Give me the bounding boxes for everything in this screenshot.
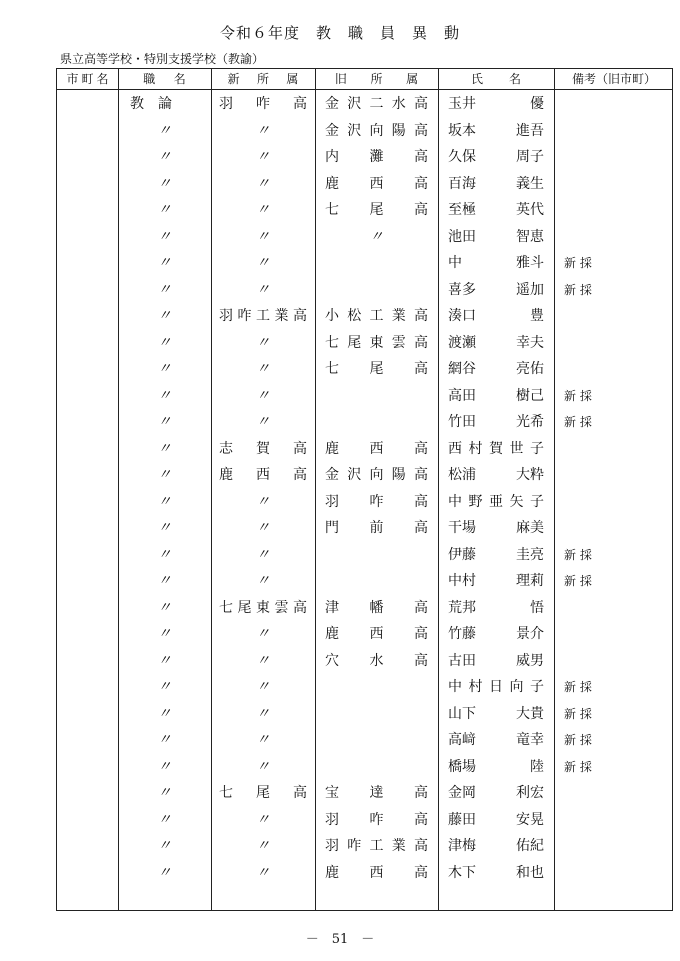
new-school-cell: 〃: [256, 361, 270, 377]
old-school-cell: 小 松 工 業 高: [325, 308, 428, 324]
new-school-cell: 〃: [256, 811, 270, 828]
name-cell: 中 村 日 向 子: [448, 679, 544, 695]
table-row: [57, 277, 672, 304]
old-school-cell: 金 沢 向 陽 高: [325, 467, 428, 483]
table-row: [57, 621, 672, 648]
name-cell: 湊口 豊: [448, 308, 544, 324]
old-school-cell: 門 前 高: [325, 520, 428, 536]
position-cell: 〃: [157, 255, 172, 271]
position-cell: 〃: [157, 864, 172, 881]
new-school-cell: 〃: [256, 705, 270, 722]
name-cell: 網谷 亮佑: [448, 361, 544, 377]
personnel-table: [56, 68, 673, 911]
table-row: [57, 542, 672, 569]
position-cell: 〃: [157, 705, 172, 722]
table-row: [57, 436, 672, 463]
table-row: [57, 674, 672, 701]
new-school-cell: 羽 咋 工 業 高: [219, 308, 307, 324]
new-school-cell: 〃: [256, 838, 270, 854]
new-school-cell: 〃: [256, 255, 270, 271]
note-cell: 新 採: [564, 388, 592, 403]
header-old-school: 旧 所 属: [334, 72, 419, 86]
name-cell: 池田 智恵: [448, 228, 544, 245]
header-new-school: 新 所 属: [227, 72, 299, 86]
position-cell: 〃: [157, 414, 172, 430]
table-row: [57, 860, 672, 887]
new-school-cell: 〃: [256, 202, 270, 218]
name-cell: 玉井 優: [448, 96, 544, 112]
note-cell: 新 採: [564, 706, 592, 721]
new-school-cell: 〃: [256, 758, 270, 775]
table-row: [57, 171, 672, 198]
table-row: [57, 330, 672, 357]
name-cell: 喜多 遥加: [448, 281, 544, 298]
old-school-cell: 羽 咋 工 業 高: [325, 838, 428, 854]
old-school-cell: 金 沢 向 陽 高: [325, 122, 428, 139]
note-cell: [554, 595, 674, 622]
table-row: [57, 356, 672, 383]
header-position: 職 名: [143, 72, 186, 86]
position-cell: 〃: [157, 202, 172, 218]
position-cell: 〃: [157, 626, 172, 642]
name-cell: 藤田 安晃: [448, 811, 544, 828]
old-school-cell: 〃: [369, 228, 384, 245]
name-cell: 中村 理莉: [448, 573, 544, 589]
note-cell: [554, 91, 674, 118]
old-school-cell: 羽 咋 高: [325, 493, 428, 510]
note-cell: [554, 780, 674, 807]
name-cell: 中 野 亜 矢 子: [448, 493, 544, 510]
new-school-cell: 〃: [256, 228, 270, 245]
old-school-cell: [315, 383, 438, 410]
note-cell: 新 採: [564, 256, 592, 270]
document-title: 令和６年度 教 職 員 異 動: [219, 24, 460, 42]
note-cell: 新 採: [564, 733, 592, 747]
note-cell: [554, 144, 674, 171]
table-row: [57, 118, 672, 145]
old-school-cell: [315, 754, 438, 781]
table-body: [57, 91, 672, 886]
document-subtitle: 県立高等学校・特別支援学校（教諭）: [60, 52, 265, 66]
name-cell: 古田 威男: [448, 652, 544, 669]
table-row: [57, 409, 672, 436]
note-cell: [554, 197, 674, 224]
old-school-cell: 宝 達 高: [325, 785, 428, 801]
old-school-cell: [315, 568, 438, 595]
note-cell: [554, 489, 674, 516]
page-number: － 51 －: [305, 932, 375, 947]
note-cell: [554, 860, 674, 887]
new-school-cell: 〃: [256, 334, 270, 351]
new-school-cell: 志 賀 高: [219, 440, 307, 457]
new-school-cell: 〃: [256, 679, 270, 695]
old-school-cell: 金 沢 二 水 高: [325, 96, 428, 112]
table-row: [57, 515, 672, 542]
new-school-cell: 鹿 西 高: [219, 467, 307, 483]
name-cell: 伊藤 圭亮: [448, 546, 544, 563]
old-school-cell: [315, 674, 438, 701]
name-cell: 松浦 大粋: [448, 467, 544, 483]
table-row: [57, 727, 672, 754]
table-row: [57, 250, 672, 277]
name-cell: 渡瀬 幸夫: [448, 334, 544, 351]
new-school-cell: 〃: [256, 414, 270, 430]
old-school-cell: 鹿 西 高: [325, 626, 428, 642]
name-cell: 至極 英代: [448, 202, 544, 218]
position-cell: 〃: [157, 361, 172, 377]
old-school-cell: 鹿 西 高: [325, 864, 428, 881]
table-row: [57, 383, 672, 410]
new-school-cell: 〃: [256, 520, 270, 536]
new-school-cell: 〃: [256, 626, 270, 642]
note-cell: 新 採: [564, 282, 592, 297]
note-cell: 新 採: [564, 680, 592, 694]
new-school-cell: 七 尾 高: [219, 785, 307, 801]
old-school-cell: [315, 727, 438, 754]
position-cell: 〃: [157, 440, 172, 457]
position-cell: 〃: [157, 785, 172, 801]
old-school-cell: [315, 701, 438, 728]
name-cell: 中 雅斗: [448, 255, 544, 271]
old-school-cell: [315, 409, 438, 436]
name-cell: 干場 麻美: [448, 520, 544, 536]
note-cell: [554, 171, 674, 198]
note-cell: 新 採: [564, 574, 592, 588]
table-row: [57, 595, 672, 622]
name-cell: 高﨑 竜幸: [448, 732, 544, 748]
table-row: [57, 807, 672, 834]
note-cell: [554, 462, 674, 489]
new-school-cell: 〃: [256, 281, 270, 298]
old-school-cell: 内 灘 高: [325, 149, 428, 165]
position-cell: 〃: [157, 758, 172, 775]
note-cell: [554, 621, 674, 648]
old-school-cell: 羽 咋 高: [325, 811, 428, 828]
new-school-cell: 〃: [256, 732, 270, 748]
name-cell: 西 村 賀 世 子: [448, 440, 544, 457]
name-cell: 木下 和也: [448, 864, 544, 881]
position-cell: 〃: [157, 732, 172, 748]
old-school-cell: 七 尾 高: [325, 361, 428, 377]
old-school-cell: 七 尾 東 雲 高: [325, 334, 428, 351]
position-cell: 〃: [157, 308, 172, 324]
position-cell: 〃: [157, 334, 172, 351]
position-cell: 〃: [157, 149, 172, 165]
header-note: 備考（旧市町）: [571, 72, 656, 86]
table-row: [57, 833, 672, 860]
note-cell: [554, 436, 674, 463]
new-school-cell: 〃: [256, 387, 270, 404]
table-row: [57, 303, 672, 330]
table-row: [57, 197, 672, 224]
name-cell: 竹藤 景介: [448, 626, 544, 642]
position-cell: 〃: [157, 467, 172, 483]
new-school-cell: 〃: [256, 149, 270, 165]
position-cell: 〃: [157, 175, 172, 192]
new-school-cell: 〃: [256, 122, 270, 139]
name-cell: 久保 周子: [448, 149, 544, 165]
position-cell: 〃: [157, 652, 172, 669]
new-school-cell: 〃: [256, 573, 270, 589]
note-cell: [554, 833, 674, 860]
note-cell: 新 採: [564, 759, 592, 774]
name-cell: 百海 義生: [448, 175, 544, 192]
note-cell: [554, 807, 674, 834]
header-city: 市 町 名: [66, 72, 109, 86]
new-school-cell: 七 尾 東 雲 高: [219, 599, 307, 616]
note-cell: [554, 303, 674, 330]
table-row: [57, 754, 672, 781]
old-school-cell: 津 幡 高: [325, 599, 428, 616]
name-cell: 坂本 進吾: [448, 122, 544, 139]
note-cell: [554, 118, 674, 145]
table-row: [57, 462, 672, 489]
table-row: [57, 144, 672, 171]
new-school-cell: 〃: [256, 546, 270, 563]
note-cell: 新 採: [564, 547, 592, 562]
old-school-cell: 鹿 西 高: [325, 175, 428, 192]
old-school-cell: [315, 277, 438, 304]
header-name: 氏 名: [470, 72, 521, 86]
position-cell: 〃: [157, 387, 172, 404]
old-school-cell: 鹿 西 高: [325, 440, 428, 457]
table-row: [57, 489, 672, 516]
new-school-cell: 〃: [256, 493, 270, 510]
position-cell: 〃: [157, 599, 172, 616]
position-cell: 〃: [157, 281, 172, 298]
old-school-cell: [315, 250, 438, 277]
table-row: [57, 91, 672, 118]
table-row: [57, 568, 672, 595]
note-cell: [554, 330, 674, 357]
name-cell: 荒邦 悟: [448, 599, 544, 616]
note-cell: 新 採: [564, 415, 592, 429]
note-cell: [554, 515, 674, 542]
position-cell: 〃: [157, 122, 172, 139]
position-cell: 〃: [157, 573, 172, 589]
old-school-cell: [315, 542, 438, 569]
note-cell: [554, 356, 674, 383]
new-school-cell: 〃: [256, 864, 270, 881]
position-cell: 〃: [157, 679, 172, 695]
name-cell: 金岡 利宏: [448, 785, 544, 801]
note-cell: [554, 648, 674, 675]
position-cell: 〃: [157, 520, 172, 536]
position-cell: 〃: [157, 493, 172, 510]
position-cell: 〃: [157, 546, 172, 563]
name-cell: 高田 樹己: [448, 387, 544, 404]
name-cell: 竹田 光希: [448, 414, 544, 430]
name-cell: 山下 大貴: [448, 705, 544, 722]
table-row: [57, 701, 672, 728]
note-cell: [554, 224, 674, 251]
name-cell: 津梅 佑紀: [448, 838, 544, 854]
position-cell: 〃: [157, 811, 172, 828]
position-cell: 〃: [157, 838, 172, 854]
old-school-cell: 七 尾 高: [325, 202, 428, 218]
table-row: [57, 224, 672, 251]
old-school-cell: 穴 水 高: [325, 652, 428, 669]
table-row: [57, 648, 672, 675]
new-school-cell: 羽 咋 高: [219, 96, 307, 112]
new-school-cell: 〃: [256, 652, 270, 669]
name-cell: 橋場 陸: [448, 758, 544, 775]
position-cell: 教 論: [130, 96, 172, 112]
table-row: [57, 780, 672, 807]
new-school-cell: 〃: [256, 175, 270, 192]
position-cell: 〃: [157, 228, 172, 245]
